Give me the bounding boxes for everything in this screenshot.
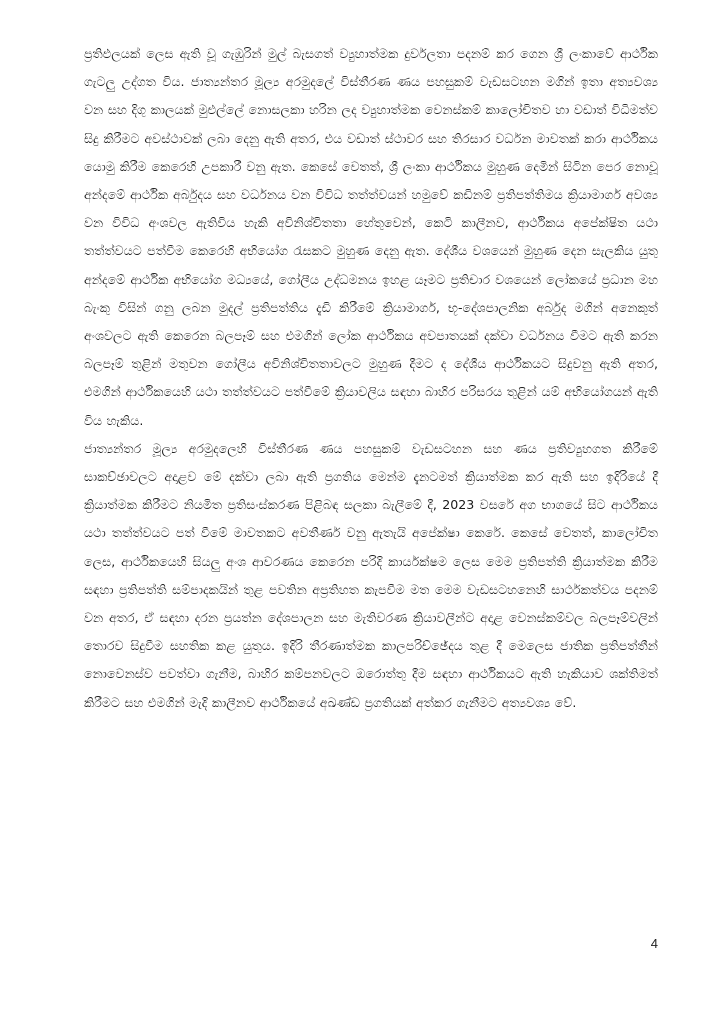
page-number: 4 — [650, 936, 658, 951]
text-body — [84, 40, 658, 717]
paragraph-imf-programme-outlook: ජාත්‍යන්තර මූල්‍ය අරමුදලෙහි විස්තීරණ ණය පහසුකම් වැඩසටහන සහ ණය ප්‍රතිව්‍යුහගත කිරීමේ සාකච්ඡාවලට අදාළව මේ දක්වා ලබා ඇති ප්‍රගතිය මෙන්ම දැනටමත් ක්‍රියාත්මක කර ඇති සහ ඉදිරියේ දී ක්‍රියාත්මක කිරීමට නියමිත ප්‍රතිසංස්කරණ පිළිබඳ සලකා බැලීමේ දී, 2023 වසරේ අග භාගයේ සිට ආර්ථිකය යථා තත්ත්වයට පත් වීමේ මාවතකට අවතීර්ණ වනු ඇතැයි අපේක්ෂා කෙරේ. කෙසේ වෙතත්, කාලෝචිත ලෙස, ආර්ථිකයෙහි සියලු අංශ ආවරණය කෙරෙන පරිදි කාර්යක්ෂම ලෙස මෙම ප්‍රතිපත්ති ක්‍රියාත්මක කිරීම සඳහා ප්‍රතිපත්ති සම්පාදකයින් තුළ පවතින අප්‍රතිහත කැපවීම මත මෙම වැඩසටහනෙහි සාර්ථකත්වය පදනම් වන අතර, ඒ සඳහා දරන ප්‍රයත්න දේශපාලන සහ මැතිවරණ ක්‍රියාවලීන්ට අදාළ වෙනස්කම්වල බලපෑම්වලින් තොරව සිදුවීම සහතික කළ යුතුය. ඉදිරි තීරණාත්මක කාලපරිච්ඡේදය තුළ දී මෙලෙස ජාතික ප්‍රතිපත්තීන් නොවෙනස්ව පවත්වා ගැනීම, බාහිර කම්පනවලට ඔරොත්තු දීම සඳහා ආර්ථිකයට ඇති හැකියාව ශක්තිමත් කිරීමට සහ එමගින් මැදි කාලීනව ආර්ථිකයේ අඛණ්ඩ ප්‍රගතියක් අත්කර ගැනීමට අත්‍යවශ්‍ය වේ. — [84, 440, 658, 710]
paragraph-economic-challenges: ප්‍රතිඵලයක් ලෙස ඇති වූ ගැඹුරින් මුල් බැසගත් ව්‍යුහාත්මක දුර්වලතා පදනම් කර ගෙන ශ්‍රී ලංකාවේ ආර්ථික ගැටලු උද්ගත විය. ජාත්‍යන්තර මූල්‍ය අරමුදලේ විස්තීරණ ණය පහසුකම් වැඩසටහන මගින් ඉතා අත්‍යවශ්‍ය වන සහ දිගු කාලයක් මුළුල්ලේ නොසලකා හරින ලද ව්‍යුහාත්මක වෙනස්කම් කාලෝචිතව හා වඩාත් විධිමත්ව සිදු කිරීමට අවස්ථාවක් ලබා දෙනු ඇති අතර, එය වඩාත් ස්ථාවර සහ තිරසාර වර්ධන මාවතක් කරා ආර්ථිකය යොමු කිරීම කෙරෙහි උපකාරී වනු ඇත. කෙසේ වෙතත්, ශ්‍රී ලංකා ආර්ථිකය මුහුණ දෙමින් සිටින පෙර නොවූ අන්දමේ ආර්ථික අර්බුදය සහ වර්ධනය වන විවිධ තත්ත්වයන් හමුවේ කඩිනම් ප්‍රතිපත්තිමය ක්‍රියාමාර්ග අවශ්‍ය වන විවිධ අංශවල ඇතිවිය හැකි අවිනිශ්චිතතා හේතුවෙන්, කෙටි කාලීනව, ආර්ථිකය අපේක්ෂිත යථා තත්ත්වයට පත්වීම කෙරෙහි අභියෝග රැසකට මුහුණ දෙනු ඇත. දේශීය වශයෙන් මුහුණ දෙන සැලකිය යුතු අන්දමේ ආර්ථික අභියෝග මධ්‍යයේ, ගෝලීය උද්ධමනය ඉහළ යෑමට ප්‍රතිචාර වශයෙන් ලෝකයේ ප්‍රධාන මහ බැංකු විසින් ගනු ලබන මුදල් ප්‍රතිපත්තිය දැඩි කිරීමේ ක්‍රියාමාර්ග, භූ-දේශපාලනික අර්බුද මගින් අනෙකුත් අංශවලට ඇති කෙරෙන බලපෑම් සහ එමගින් ලෝක ආර්ථිකය අවපාතයක් දක්වා වර්ධනය වීමට ඇති කරන බලපෑම් තුළින් මතුවන ගෝලීය අවිනිශ්චිතතාවලට මුහුණ දීමට ද දේශීය ආර්ථිකයට සිදුවනු ඇති අතර, එමගින් ආර්ථිකයෙහි යථා තත්ත්වයට පත්වීමේ ක්‍රියාවලිය සඳහා බාහිර පරිසරය තුළින් යම් අභියෝගයන් ඇති විය හැකිය. — [84, 46, 658, 428]
